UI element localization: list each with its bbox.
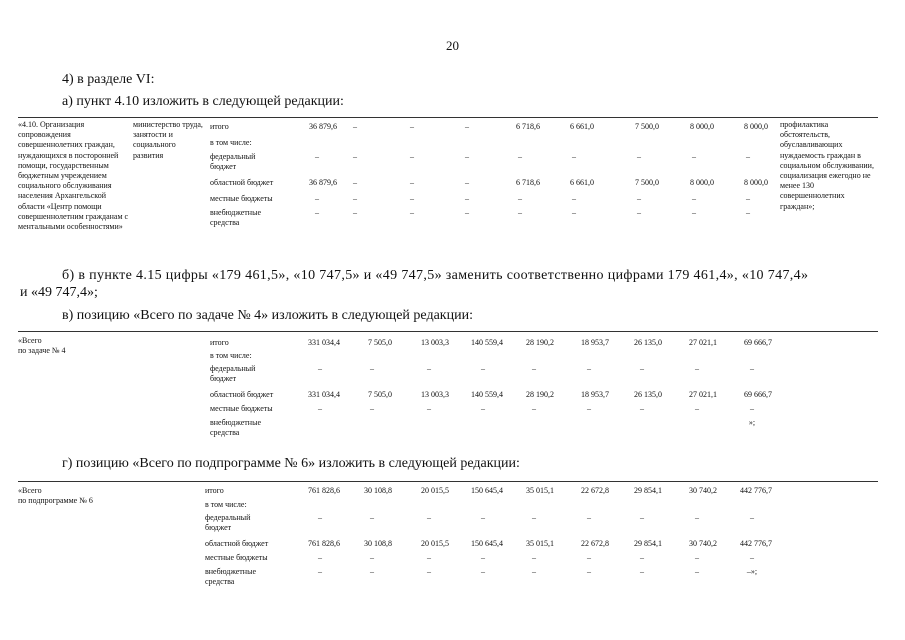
table-cell: – <box>481 404 485 413</box>
row-label-incl: в том числе: <box>210 138 252 147</box>
table-2-top-rule <box>18 331 878 332</box>
table-cell: 442 776,7 <box>740 539 772 548</box>
table-cell: – <box>637 152 641 161</box>
table-cell: 18 953,7 <box>581 338 609 347</box>
table-cell: – <box>587 404 591 413</box>
row-label-extra: внебюджетные средства <box>210 208 261 228</box>
table-cell: – <box>353 122 357 131</box>
table-cell: – <box>695 567 699 576</box>
table-cell: 29 854,1 <box>634 539 662 548</box>
table-cell: – <box>518 208 522 217</box>
table-cell: – <box>315 194 319 203</box>
sub-a-heading: а) пункт 4.10 изложить в следующей редакции: <box>62 94 344 109</box>
table-cell: – <box>318 513 322 522</box>
table-cell: – <box>692 208 696 217</box>
row-label-total: итого <box>210 338 229 347</box>
table-cell: 6 661,0 <box>570 122 594 131</box>
table-cell: 29 854,1 <box>634 486 662 495</box>
table-cell: – <box>427 364 431 373</box>
table-cell: 30 108,8 <box>364 486 392 495</box>
table-cell: – <box>370 553 374 562</box>
table-cell: – <box>640 513 644 522</box>
table-cell: – <box>315 208 319 217</box>
table-cell: 7 505,0 <box>368 338 392 347</box>
table-cell: 18 953,7 <box>581 390 609 399</box>
table-cell: – <box>353 152 357 161</box>
table-cell: 28 190,2 <box>526 390 554 399</box>
table-cell: – <box>532 553 536 562</box>
table-3-name-line-2: по подпрограмме № 6 <box>18 496 93 505</box>
table-cell: 761 828,6 <box>308 539 340 548</box>
table-cell: – <box>640 364 644 373</box>
table-1-executor: министерство труда, занятости и социального развития <box>133 120 203 160</box>
table-3-top-rule <box>18 481 878 482</box>
table-2-name-line-1: «Всего <box>18 336 42 345</box>
table-cell: 13 003,3 <box>421 390 449 399</box>
table-cell: – <box>427 404 431 413</box>
table-cell: – <box>587 513 591 522</box>
table-cell: – <box>465 152 469 161</box>
table-cell: – <box>750 513 754 522</box>
table-cell: – <box>640 553 644 562</box>
table-cell: – <box>637 194 641 203</box>
table-cell: – <box>370 513 374 522</box>
table-cell: 20 015,5 <box>421 486 449 495</box>
table-cell: 6 718,6 <box>516 178 540 187</box>
table-cell: – <box>370 364 374 373</box>
table-cell: 22 672,8 <box>581 539 609 548</box>
table-1-top-rule <box>18 117 878 118</box>
table-cell: 35 015,1 <box>526 539 554 548</box>
table-cell: – <box>695 364 699 373</box>
table-cell: – <box>481 513 485 522</box>
table-cell: – <box>532 404 536 413</box>
sub-v-heading: в) позицию «Всего по задаче № 4» изложить в следующей редакции: <box>62 308 473 323</box>
table-2-name-line-2: по задаче № 4 <box>18 346 66 355</box>
table-cell: – <box>746 208 750 217</box>
table-1-measure-name: «4.10. Организация сопровождения совершеннолетних граждан, нуждающихся в посторонней помощи, государственным бюджетным учреждением социального обслуживания населения Архангельской области «Центр помощи совершеннолетним гражданам с ментальными особенностями» <box>18 120 129 232</box>
table-cell: – <box>692 194 696 203</box>
table-cell: – <box>481 567 485 576</box>
table-cell: 28 190,2 <box>526 338 554 347</box>
table-cell: 30 108,8 <box>364 539 392 548</box>
table-cell: – <box>465 208 469 217</box>
sub-g-heading: г) позицию «Всего по подпрограмме № 6» изложить в следующей редакции: <box>62 456 520 471</box>
table-cell: 13 003,3 <box>421 338 449 347</box>
table-cell: – <box>370 567 374 576</box>
table-cell: 8 000,0 <box>690 122 714 131</box>
table-cell: 140 559,4 <box>471 390 503 399</box>
table-cell: – <box>427 553 431 562</box>
table-cell: – <box>410 178 414 187</box>
table-cell: 35 015,1 <box>526 486 554 495</box>
table-cell: – <box>637 208 641 217</box>
row-label-local: местные бюджеты <box>205 553 268 562</box>
table-cell: – <box>750 404 754 413</box>
table-cell: – <box>410 208 414 217</box>
table-cell: 26 135,0 <box>634 390 662 399</box>
row-label-total: итого <box>205 486 224 495</box>
table-cell: 140 559,4 <box>471 338 503 347</box>
table-cell: – <box>750 364 754 373</box>
table-cell: 22 672,8 <box>581 486 609 495</box>
table-cell: 8 000,0 <box>690 178 714 187</box>
table-cell: 30 740,2 <box>689 539 717 548</box>
table-cell: – <box>353 208 357 217</box>
table-cell: 27 021,1 <box>689 390 717 399</box>
table-cell: – <box>695 404 699 413</box>
table-cell: 150 645,4 <box>471 486 503 495</box>
table-cell: – <box>427 513 431 522</box>
table-cell: – <box>695 513 699 522</box>
table-1-result: профилактика обстоятельств, обуславливающих нуждаемость граждан в социальном обслуживании, социализация ежегодно не менее 130 совершеннолетних граждан»; <box>780 120 874 211</box>
table-cell: 331 034,4 <box>308 390 340 399</box>
table-cell: 6 718,6 <box>516 122 540 131</box>
table-cell: – <box>746 152 750 161</box>
table-cell: – <box>410 152 414 161</box>
row-label-total: итого <box>210 122 229 131</box>
table-cell: – <box>750 553 754 562</box>
table-cell: – <box>518 194 522 203</box>
table-cell: »; <box>748 418 756 427</box>
row-label-incl: в том числе: <box>210 351 252 360</box>
table-cell: – <box>692 152 696 161</box>
table-cell: – <box>587 567 591 576</box>
table-cell: 442 776,7 <box>740 486 772 495</box>
row-label-federal: федеральный бюджет <box>205 513 251 533</box>
table-cell: – <box>318 364 322 373</box>
row-label-regional: областной бюджет <box>210 178 274 187</box>
table-cell: – <box>427 567 431 576</box>
table-3-name-line-1: «Всего <box>18 486 42 495</box>
table-cell: 26 135,0 <box>634 338 662 347</box>
page-number: 20 <box>446 38 459 53</box>
table-cell: 7 500,0 <box>635 122 659 131</box>
table-cell: 6 661,0 <box>570 178 594 187</box>
row-label-local: местные бюджеты <box>210 194 273 203</box>
table-cell: – <box>640 404 644 413</box>
row-label-extra: внебюджетные средства <box>205 567 256 587</box>
table-cell: – <box>370 404 374 413</box>
table-cell: – <box>481 364 485 373</box>
table-cell: 7 505,0 <box>368 390 392 399</box>
table-cell: – <box>465 178 469 187</box>
table-cell: – <box>465 194 469 203</box>
table-cell: – <box>640 567 644 576</box>
table-cell: 30 740,2 <box>689 486 717 495</box>
table-cell: –»; <box>746 567 758 576</box>
table-cell: – <box>481 553 485 562</box>
table-cell: – <box>518 152 522 161</box>
table-cell: – <box>353 178 357 187</box>
table-cell: – <box>587 553 591 562</box>
table-cell: – <box>532 364 536 373</box>
table-cell: 150 645,4 <box>471 539 503 548</box>
table-cell: 36 879,6 <box>309 178 337 187</box>
table-cell: – <box>410 122 414 131</box>
table-cell: – <box>318 404 322 413</box>
table-cell: 8 000,0 <box>744 122 768 131</box>
table-cell: – <box>532 567 536 576</box>
table-cell: – <box>587 364 591 373</box>
table-cell: 7 500,0 <box>635 178 659 187</box>
row-label-federal: федеральный бюджет <box>210 364 256 384</box>
item-4-heading: 4) в разделе VI: <box>62 72 155 87</box>
table-cell: 8 000,0 <box>744 178 768 187</box>
table-cell: – <box>572 152 576 161</box>
table-cell: 761 828,6 <box>308 486 340 495</box>
row-label-federal: федеральный бюджет <box>210 152 256 172</box>
table-cell: 20 015,5 <box>421 539 449 548</box>
table-cell: – <box>532 513 536 522</box>
table-cell: – <box>318 553 322 562</box>
table-cell: – <box>465 122 469 131</box>
sub-b-line-1: б) в пункте 4.15 цифры «179 461,5», «10 747,5» и «49 747,5» заменить соответственно цифрами 179 461,4», «10 747,4» <box>62 268 809 283</box>
table-cell: – <box>572 208 576 217</box>
table-cell: 69 666,7 <box>744 338 772 347</box>
table-cell: 27 021,1 <box>689 338 717 347</box>
table-cell: – <box>318 567 322 576</box>
sub-b-line-2: и «49 747,4»; <box>20 285 98 300</box>
table-cell: – <box>695 553 699 562</box>
row-label-regional: областной бюджет <box>210 390 274 399</box>
table-cell: – <box>410 194 414 203</box>
table-cell: 69 666,7 <box>744 390 772 399</box>
row-label-extra: внебюджетные средства <box>210 418 261 438</box>
row-label-regional: областной бюджет <box>205 539 269 548</box>
table-cell: 331 034,4 <box>308 338 340 347</box>
table-cell: 36 879,6 <box>309 122 337 131</box>
row-label-incl: в том числе: <box>205 500 247 509</box>
table-cell: – <box>572 194 576 203</box>
table-cell: – <box>746 194 750 203</box>
row-label-local: местные бюджеты <box>210 404 273 413</box>
table-cell: – <box>353 194 357 203</box>
table-cell: – <box>315 152 319 161</box>
